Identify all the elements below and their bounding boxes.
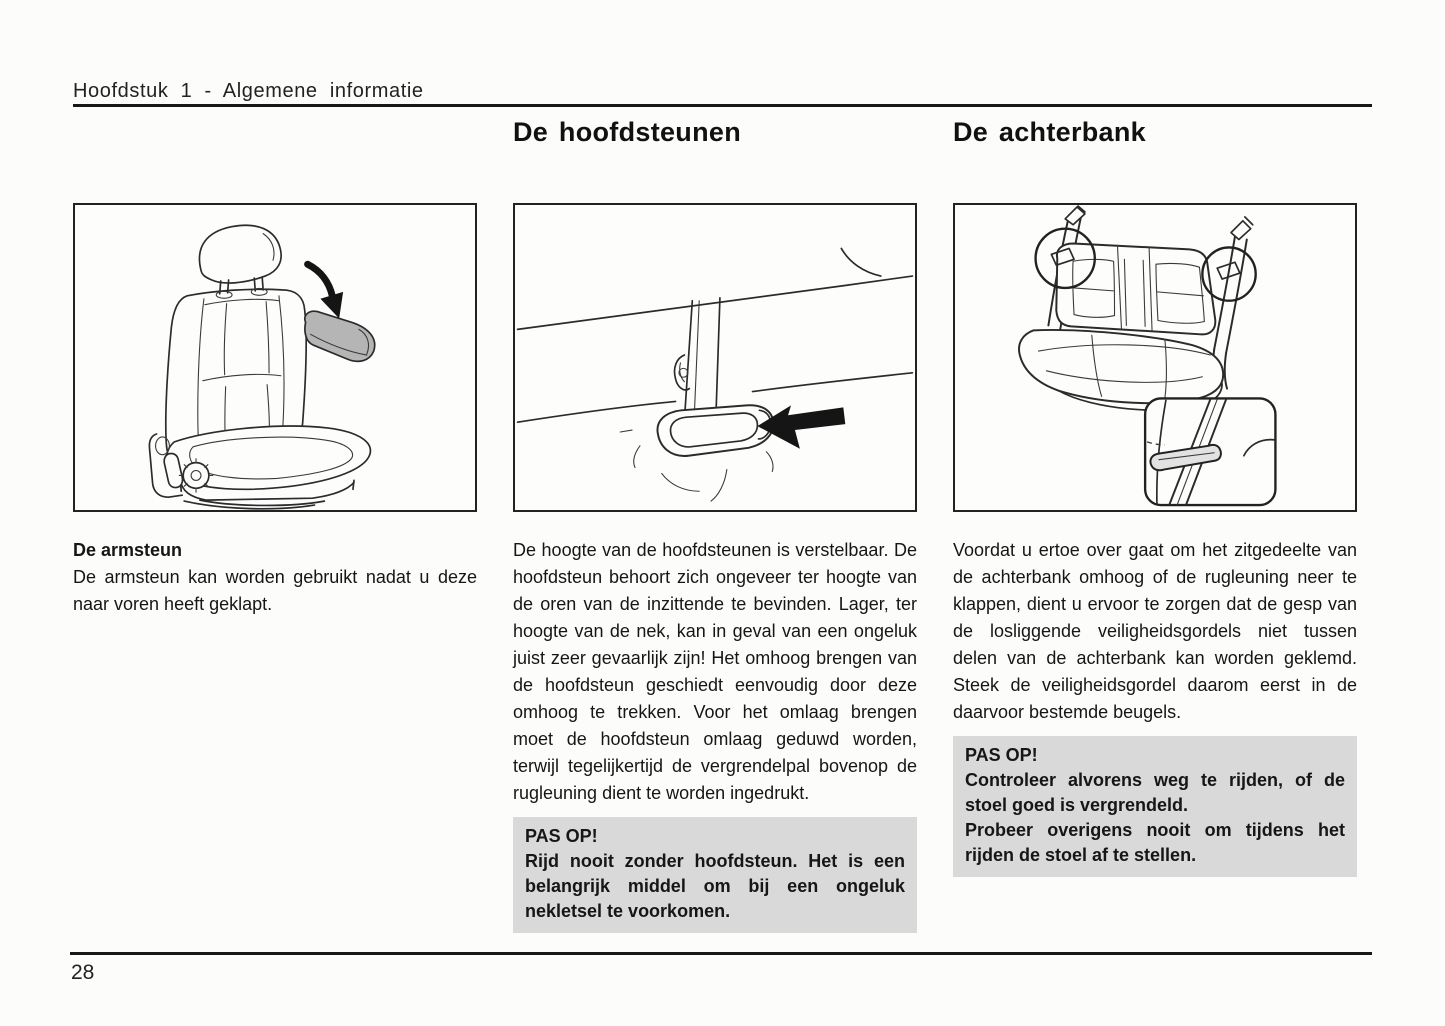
column-armrest: [73, 537, 477, 618]
page-number: 28: [71, 961, 95, 984]
column-headrests: [513, 537, 917, 933]
front-seat-armrest-illustration: [75, 205, 475, 510]
chapter-header: Hoofdstuk 1 - Algemene informatie: [73, 80, 424, 102]
warning-line-1: Controleer alvorens weg te rijden, of de stoel goed is vergrendeld.: [965, 770, 1345, 815]
figure-headrest-post: [513, 203, 917, 512]
push-direction-arrow-icon: [757, 405, 845, 448]
armrest-heading: De armsteun: [73, 540, 183, 560]
warning-box-headrest: [513, 817, 917, 933]
headrest-post-illustration: [515, 205, 915, 510]
armrest-body: De armsteun kan worden gebruikt nadat u deze naar voren heeft geklapt.: [73, 567, 477, 614]
figure-rear-bench: [953, 203, 1357, 512]
warning-body: Rijd nooit zonder hoofdsteun. Het is een belangrijk middel om bij een ongeluk nekletsel te voorkomen.: [525, 851, 905, 921]
warning-title: PAS OP!: [965, 745, 1038, 765]
warning-line-2: Probeer overigens nooit om tijdens het rijden de stoel af te stellen.: [965, 820, 1345, 865]
figure-front-seat-armrest: [73, 203, 477, 512]
warning-title: PAS OP!: [525, 826, 598, 846]
headrests-body: De hoogte van de hoofdsteunen is verstelbaar. De hoofdsteun behoort zich ongeveer ter hoogte van de oren van de inzittende te bevinden. Lager, ter hoogte van de nek, kan in geval van een ongeluk juist zeer gevaarlijk zijn! Het omhoog brengen van de hoofdsteun geschiedt eenvoudig door deze omhoog te trekken. Voor het omlaag brengen moet de hoofdsteun omlaag geduwd worden, terwijl tegelijkertijd de vergrendelpal bovenop de rugleuning dient te worden ingedrukt.: [513, 540, 917, 803]
rear-bench-body: Voordat u ertoe over gaat om het zitgedeelte van de achterbank omhoog of de rugleuning neer te klappen, dient u ervoor te zorgen dat de gesp van de losliggende veiligheidsgordels niet tussen delen van de achterbank kan worden geklemd. Steek de veiligheidsgordel daarom eerst in de daarvoor bestemde beugels.: [953, 540, 1357, 722]
warning-box-seat-lock: [953, 736, 1357, 877]
rear-bench-illustration: [955, 205, 1355, 510]
fold-down-arrow-icon: [308, 264, 333, 296]
header-rule: [73, 104, 1372, 107]
column-rear-bench: [953, 537, 1357, 877]
section-title-rear-bench: De achterbank: [953, 117, 1146, 147]
footer-rule: [70, 952, 1372, 955]
section-title-headrests: De hoofdsteunen: [513, 117, 741, 147]
